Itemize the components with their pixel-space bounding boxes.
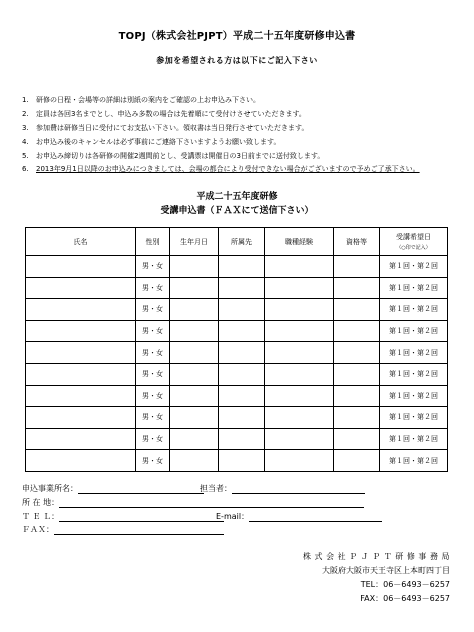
document-title: TOPJ（株式会社PJPT）平成二十五年度研修申込書	[118, 31, 356, 42]
note-text: 研修の日程・会場等の詳細は別紙の案内をご確認の上お申込み下さい。	[36, 96, 260, 104]
preferred-date-cell[interactable]: 第１回・第２回	[380, 299, 448, 321]
form-title: 平成二十五年度研修	[196, 192, 278, 202]
table-row	[26, 407, 448, 429]
gender-cell[interactable]: 男・女	[136, 428, 170, 450]
note-text: お申込み締切りは各研修の開催2週間前とし、受講票は開催日の3日前までに送付致します。	[36, 152, 325, 160]
affiliation-cell[interactable]	[219, 385, 265, 407]
affiliation-cell[interactable]	[219, 299, 265, 321]
note-number: 5.	[22, 152, 29, 160]
affiliation-cell[interactable]	[219, 363, 265, 385]
header-qualification: 資格等	[334, 228, 380, 256]
header-name: 氏名	[26, 228, 136, 256]
name-cell[interactable]	[26, 385, 136, 407]
header-experience: 職種経験	[265, 228, 334, 256]
email-field	[216, 511, 382, 522]
email-input-line[interactable]	[249, 512, 382, 522]
fax-input-line[interactable]	[54, 525, 224, 535]
header-preferred-date-note: （○印で記入）	[396, 245, 431, 251]
fax-label: ＦＡＸ：	[22, 525, 54, 534]
name-cell[interactable]	[26, 450, 136, 472]
table-row	[26, 299, 448, 321]
table-row	[26, 256, 448, 278]
facility-input-line[interactable]	[78, 484, 204, 494]
preferred-date-cell[interactable]: 第１回・第２回	[380, 342, 448, 364]
birthdate-cell[interactable]	[170, 407, 219, 429]
table-row	[26, 277, 448, 299]
note-item	[22, 164, 420, 174]
preferred-date-cell[interactable]: 第１回・第２回	[380, 407, 448, 429]
gender-cell[interactable]: 男・女	[136, 320, 170, 342]
birthdate-cell[interactable]	[170, 428, 219, 450]
email-label: E-mail：	[216, 512, 250, 521]
name-cell[interactable]	[26, 277, 136, 299]
contact-fax: FAX：06－6493－6257	[360, 594, 450, 603]
name-cell[interactable]	[26, 407, 136, 429]
header-preferred-date	[380, 228, 448, 256]
name-cell[interactable]	[26, 363, 136, 385]
note-number: 1.	[22, 96, 29, 104]
birthdate-cell[interactable]	[170, 256, 219, 278]
header-preferred-date-label: 受講希望日	[396, 233, 431, 241]
note-item	[22, 137, 280, 147]
name-cell[interactable]	[26, 428, 136, 450]
qualification-cell[interactable]	[334, 363, 380, 385]
registration-table	[25, 227, 448, 472]
note-text: 2013年9月1日以降のお申込みにつきましては、会場の都合により受付できない場合がございますので予めご了承下さい。	[36, 165, 420, 173]
experience-cell[interactable]	[265, 299, 334, 321]
address-label: 所 在 地：	[22, 498, 60, 507]
qualification-cell[interactable]	[334, 407, 380, 429]
note-item	[22, 109, 306, 119]
address-field	[22, 497, 364, 508]
name-cell[interactable]	[26, 342, 136, 364]
preferred-date-cell[interactable]: 第１回・第２回	[380, 363, 448, 385]
person-label: 担当者：	[200, 484, 232, 493]
gender-cell[interactable]: 男・女	[136, 256, 170, 278]
contact-address: 大阪府大阪市天王寺区上本町四丁目	[322, 566, 450, 575]
facility-field	[22, 483, 204, 494]
name-cell[interactable]	[26, 256, 136, 278]
facility-label: 申込事業所名：	[22, 484, 78, 493]
qualification-cell[interactable]	[334, 342, 380, 364]
note-item	[22, 123, 308, 133]
birthdate-cell[interactable]	[170, 342, 219, 364]
address-input-line[interactable]	[59, 498, 364, 508]
note-text: 定員は各回3名までとし、申込み多数の場合は先着順にて受付けさせていただきます。	[36, 110, 306, 118]
table-row	[26, 385, 448, 407]
table-row	[26, 450, 448, 472]
gender-cell[interactable]: 男・女	[136, 342, 170, 364]
preferred-date-cell[interactable]: 第１回・第２回	[380, 385, 448, 407]
qualification-cell[interactable]	[334, 428, 380, 450]
header-birthdate: 生年月日	[170, 228, 219, 256]
note-text: お申込み後のキャンセルは必ず事前にご連絡下さいますようお願い致します。	[36, 138, 281, 146]
tel-input-line[interactable]	[59, 512, 224, 522]
table-header-row	[26, 228, 448, 256]
experience-cell[interactable]	[265, 363, 334, 385]
birthdate-cell[interactable]	[170, 450, 219, 472]
table-row	[26, 428, 448, 450]
document-subtitle: 参加を希望される方は以下にご記入下さい	[156, 56, 318, 65]
table-row	[26, 363, 448, 385]
experience-cell[interactable]	[265, 320, 334, 342]
note-number: 2.	[22, 110, 29, 118]
preferred-date-cell[interactable]: 第１回・第２回	[380, 277, 448, 299]
person-input-line[interactable]	[232, 484, 365, 494]
table-row	[26, 342, 448, 364]
header-affiliation: 所属先	[219, 228, 265, 256]
qualification-cell[interactable]	[334, 320, 380, 342]
table-row	[26, 320, 448, 342]
gender-cell[interactable]: 男・女	[136, 363, 170, 385]
person-field	[200, 483, 365, 494]
note-text: 参加費は研修当日に受付にてお支払い下さい。領収書は当日発行させていただきます。	[36, 124, 309, 132]
gender-cell[interactable]: 男・女	[136, 407, 170, 429]
experience-cell[interactable]	[265, 256, 334, 278]
experience-cell[interactable]	[265, 407, 334, 429]
form-subtitle: 受講申込書（ＦＡＸにて送信下さい）	[160, 206, 314, 216]
affiliation-cell[interactable]	[219, 407, 265, 429]
contact-org: 株 式 会 社 Ｐ Ｊ Ｐ Ｔ 研 修 事 務 局	[302, 552, 450, 561]
experience-cell[interactable]	[265, 277, 334, 299]
tel-field	[22, 511, 224, 522]
gender-cell[interactable]: 男・女	[136, 450, 170, 472]
qualification-cell[interactable]	[334, 299, 380, 321]
note-number: 6.	[22, 165, 29, 173]
fax-field	[22, 524, 224, 535]
preferred-date-cell[interactable]: 第１回・第２回	[380, 320, 448, 342]
affiliation-cell[interactable]	[219, 342, 265, 364]
birthdate-cell[interactable]	[170, 363, 219, 385]
note-number: 3.	[22, 124, 29, 132]
affiliation-cell[interactable]	[219, 256, 265, 278]
note-number: 4.	[22, 138, 29, 146]
experience-cell[interactable]	[265, 428, 334, 450]
experience-cell[interactable]	[265, 385, 334, 407]
header-gender: 性別	[136, 228, 170, 256]
qualification-cell[interactable]	[334, 450, 380, 472]
preferred-date-cell[interactable]: 第１回・第２回	[380, 450, 448, 472]
note-item	[22, 95, 260, 105]
qualification-cell[interactable]	[334, 277, 380, 299]
name-cell[interactable]	[26, 299, 136, 321]
birthdate-cell[interactable]	[170, 385, 219, 407]
preferred-date-cell[interactable]: 第１回・第２回	[380, 256, 448, 278]
qualification-cell[interactable]	[334, 385, 380, 407]
gender-cell[interactable]: 男・女	[136, 385, 170, 407]
affiliation-cell[interactable]	[219, 320, 265, 342]
qualification-cell[interactable]	[334, 256, 380, 278]
contact-tel: TEL：06－6493－6257	[360, 580, 450, 589]
experience-cell[interactable]	[265, 450, 334, 472]
name-cell[interactable]	[26, 320, 136, 342]
birthdate-cell[interactable]	[170, 277, 219, 299]
tel-label: Ｔ Ｅ Ｌ：	[22, 512, 60, 521]
experience-cell[interactable]	[265, 342, 334, 364]
birthdate-cell[interactable]	[170, 299, 219, 321]
gender-cell[interactable]: 男・女	[136, 299, 170, 321]
affiliation-cell[interactable]	[219, 450, 265, 472]
gender-cell[interactable]: 男・女	[136, 277, 170, 299]
affiliation-cell[interactable]	[219, 277, 265, 299]
birthdate-cell[interactable]	[170, 320, 219, 342]
preferred-date-cell[interactable]: 第１回・第２回	[380, 428, 448, 450]
affiliation-cell[interactable]	[219, 428, 265, 450]
note-item	[22, 151, 324, 161]
